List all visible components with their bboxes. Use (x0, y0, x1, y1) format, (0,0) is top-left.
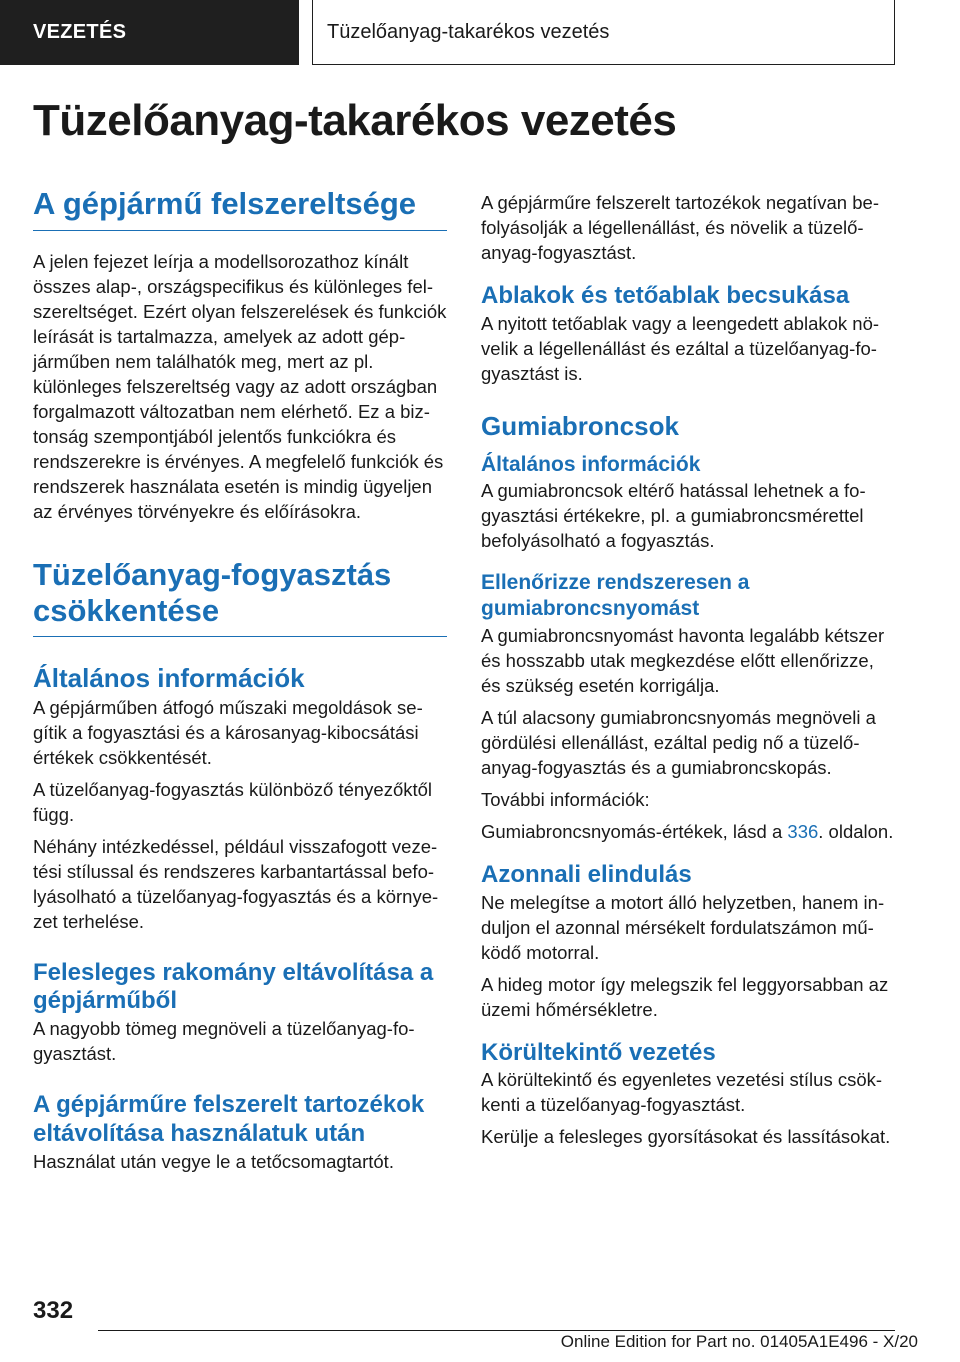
paragraph: A körültekintő és egyenletes vezetési stílus csökkenti a tüzelőanyag-fogyasztást. (481, 1069, 883, 1116)
paragraph: Kerülje a felesleges gyorsításokat és lassításokat. (481, 1126, 891, 1148)
subheading-check-pressure: Ellenőrizze rendszeresen a gumiabroncsnyomást (481, 571, 750, 621)
paragraph: A tüzelőanyag-fogyasztás különböző tényezőktől függ. (33, 778, 433, 825)
header-topic-label: Tüzelőanyag-takarékos vezetés (327, 20, 610, 43)
paragraph: A nyitott tetőablak vagy a leengedett ablakok növelik a légellenállást és ezáltal a tüzelőanyag-fogyasztást is. (481, 312, 880, 384)
subheading-careful-driving: Körültekintő vezetés (481, 1038, 716, 1066)
subheading-start-immediately: Azonnali elindulás (481, 860, 692, 888)
paragraph: A gépjárműre felszerelt tartozékok negatívan befolyásolják a légellenállást, és növelik a tüzelőanyag-fogyasztást. (481, 192, 879, 263)
header-topic-box (312, 0, 895, 65)
right-column (481, 190, 895, 1156)
paragraph: A hideg motor így melegszik fel leggyorsabban az üzemi hőmérsékletre. (481, 973, 889, 1020)
section-heading-fuel-reduction: Tüzelőanyag-fogyasztás csökkentése (33, 557, 447, 637)
paragraph-with-link (481, 819, 895, 844)
subheading-remove-accessories: A gépjárműre felszerelt tartozékok eltávolítása használatuk után (33, 1091, 425, 1148)
subheading-tyres-general: Általános információk (481, 452, 701, 476)
paragraph-text: . oldalon. (818, 820, 894, 842)
header-section-label: VEZETÉS (33, 21, 127, 43)
left-column (33, 185, 447, 1181)
paragraph: Ne melegítse a motort álló helyzetben, hanem induljon el azonnal mérsékelt fordulatszámon működő motorral. (481, 891, 885, 963)
subheading-general-info: Általános információk (33, 663, 305, 694)
subheading-close-windows: Ablakok és tetőablak becsukása (481, 282, 850, 309)
paragraph: Néhány intézkedéssel, például visszafogott vezetési stílussal és rendszeres karbantartással befolyásolható a tüzelőanyag-fogyasztás és a környezet terhelése. (33, 835, 439, 932)
page-title: Tüzelőanyag-takarékos vezetés (33, 96, 677, 145)
paragraph: A jelen fejezet leírja a modellsorozathoz kínált összes alap-, országspecifikus és különleges felszereltséget. Ezért olyan felszerelések és funkciók leírását is tartalmazza, amelyek az adott gépjárműben nem találhatók meg, mert az pl. különleges felszereltség vagy az adott országban forgalmazott változatban nem elérhető. Ez a biztonság szempontjából jelentős funkciókra és rendszerekre is érvényes. A megfelelő funkciók és rendszerek használata esetén is mindig ügyeljen az érvényes törvényekre és előírásokra. (33, 251, 447, 523)
paragraph: A gépjárműben átfogó műszaki megoldások segítik a fogyasztási és a károsanyag-kibocsátási értékek csökkentését. (33, 696, 423, 768)
header-section-tab (0, 0, 299, 65)
section-heading-equipment: A gépjármű felszereltsége (33, 185, 447, 231)
paragraph: Használat után vegye le a tetőcsomagtartót. (33, 1150, 394, 1172)
page-number: 332 (33, 1297, 74, 1324)
paragraph: A gumiabroncsok eltérő hatással lehetnek a fogyasztási értékekre, pl. a gumiabroncsmérettel befolyásolható a fogyasztás. (481, 480, 866, 552)
footer-edition-text: Online Edition for Part no. 01405A1E496 - X/20 (560, 1332, 918, 1351)
paragraph: A gumiabroncsnyomást havonta legalább kétszer és hosszabb utak megkezdése előtt ellenőrizze, és szükség esetén korrigálja. (481, 624, 885, 696)
subheading-tyres: Gumiabroncsok (481, 410, 679, 441)
subheading-remove-load: Felesleges rakomány eltávolítása a gépjárműből (33, 958, 434, 1015)
paragraph-text: Gumiabroncsnyomás-értékek, lásd a (481, 820, 788, 842)
paragraph: További információk: (481, 788, 650, 810)
paragraph: A nagyobb tömeg megnöveli a tüzelőanyag-fogyasztást. (33, 1018, 415, 1065)
page-reference-link[interactable]: 336 (787, 820, 819, 842)
paragraph: A túl alacsony gumiabroncsnyomás megnöveli a gördülési ellenállást, ezáltal pedig nő a tüzelőanyag-fogyasztás és a gumiabroncskopás. (481, 706, 876, 778)
footer-divider (98, 1330, 895, 1331)
